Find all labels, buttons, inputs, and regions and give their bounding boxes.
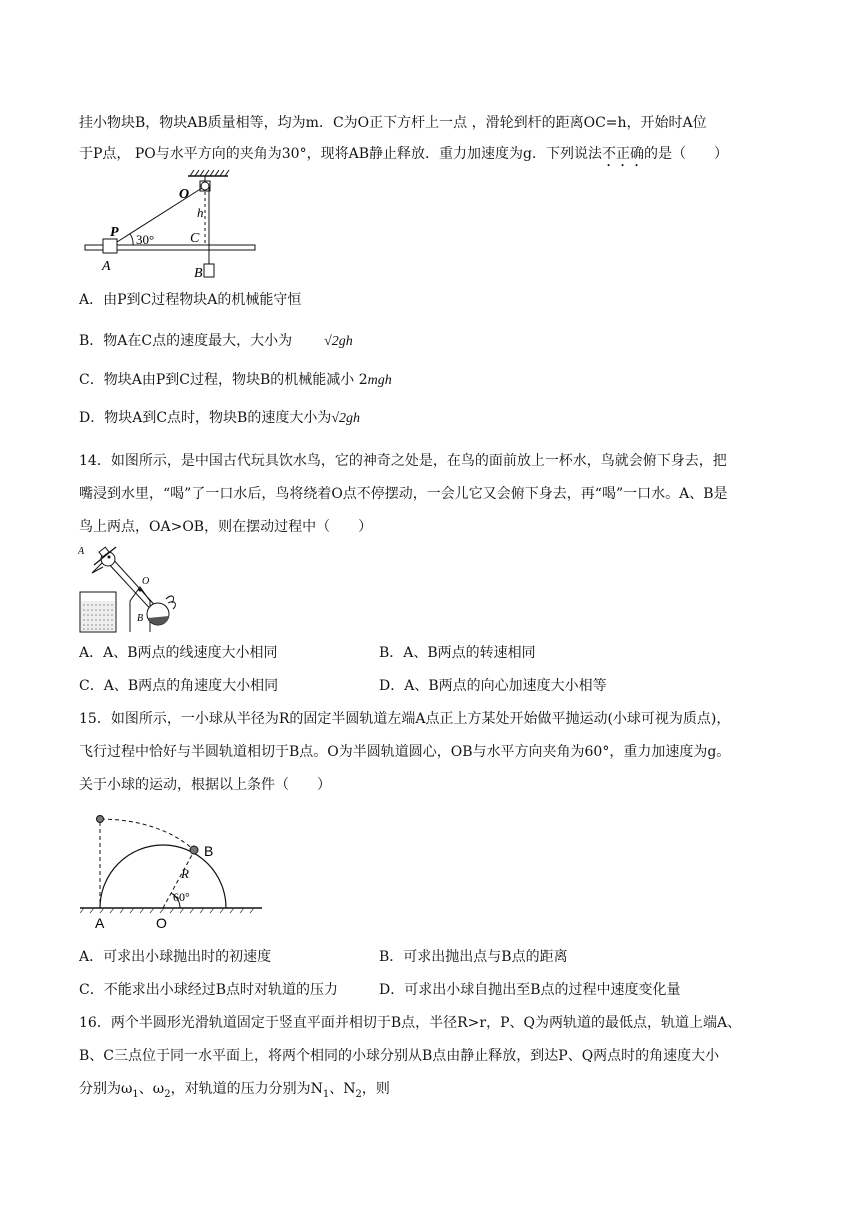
q14-stem-line-3: 鸟上两点，OA>OB，则在摆动过程中（ ）: [79, 519, 373, 535]
q14-stem-line-1: 14．如图所示，是中国古代玩具饮水鸟，它的神奇之处是，在鸟的面前放上一杯水，鸟就会俯下身去，把: [79, 453, 727, 469]
q13-option-b[interactable]: B．物A在C点的速度最大，大小为 √2gh: [79, 333, 353, 349]
q15-figure: [80, 810, 262, 936]
q15-option-a[interactable]: A．可求出小球抛出时的初速度: [79, 949, 272, 965]
q15-option-d[interactable]: D．可求出小球自抛出至B点的过程中速度变化量: [379, 982, 681, 998]
q13-option-c[interactable]: C．物块A由P到C过程，物块B的机械能减小 2mgh: [79, 372, 392, 388]
q13-option-a[interactable]: A．由P到C过程物块A的机械能守恒: [79, 292, 302, 308]
sqrt-expression: √2gh: [331, 411, 361, 426]
label-h: h: [197, 205, 204, 220]
q13-figure: [80, 168, 260, 280]
label-A: A: [102, 259, 111, 274]
emphasis-dots: 不正确: [601, 146, 644, 162]
label-B: B: [137, 613, 144, 624]
q13-stem-line-2: 于P点， PO与水平方向的夹角为30°，现将AB静止释放．重力加速度为g．下列说法不正确的是（ ）: [79, 146, 728, 162]
q16-stem-line-1: 16．两个半圆形光滑轨道固定于竖直平面并相切于B点，半径R>r，P、Q为两轨道的最低点，轨道上端A、: [79, 1015, 742, 1031]
sqrt-expression: √2gh: [324, 334, 353, 349]
label-O: O: [179, 187, 190, 202]
q15-option-b[interactable]: B．可求出抛出点与B点的距离: [379, 949, 568, 965]
q15-stem-line-2: 飞行过程中恰好与半圆轨道相切于B点。O为半圆轨道圆心，OB与水平方向夹角为60°，重力加速度为g。: [79, 744, 731, 760]
q13-option-d[interactable]: D．物块A到C点时，物块B的速度大小为√2gh: [79, 410, 361, 426]
label-P: P: [110, 225, 119, 240]
label-O: O: [156, 915, 167, 931]
label-A: A: [95, 915, 105, 931]
q14-option-a[interactable]: A．A、B两点的线速度大小相同: [79, 645, 278, 661]
label-C: C: [190, 231, 200, 246]
label-R: R: [181, 866, 189, 881]
label-B: B: [194, 266, 203, 280]
q14-option-c[interactable]: C．A、B两点的角速度大小相同: [79, 678, 279, 694]
q16-stem-line-2: B、C三点位于同一水平面上，将两个相同的小球分别从B点由静止释放，到达P、Q两点时的角速度大小: [79, 1048, 720, 1064]
q15-stem-line-3: 关于小球的运动，根据以上条件（ ）: [79, 777, 331, 793]
label-angle: 30°: [136, 232, 155, 247]
label-O: O: [142, 576, 150, 587]
label-A: A: [78, 546, 85, 557]
label-angle: 60°: [173, 890, 190, 904]
q13-stem-line-1: 挂小物块B，物块AB质量相等，均为m．C为O正下方杆上一点 ，滑轮到杆的距离OC=h，开始时A位: [79, 115, 707, 131]
q14-option-d[interactable]: D．A、B两点的向心加速度大小相等: [379, 678, 607, 694]
q14-figure: [78, 543, 182, 635]
q15-option-c[interactable]: C．不能求出小球经过B点时对轨道的压力: [79, 982, 338, 998]
label-B: B: [204, 843, 214, 859]
q14-option-b[interactable]: B．A、B两点的转速相同: [379, 645, 536, 661]
q15-stem-line-1: 15．如图所示，一小球从半径为R的固定半圆轨道左端A点正上方某处开始做平抛运动(小球可视为质点)，: [79, 711, 731, 727]
q14-stem-line-2: 嘴浸到水里，“喝”了一口水后，鸟将绕着O点不停摆动，一会儿它又会俯下身去，再“喝”一口水。A、B是: [79, 486, 728, 502]
q16-stem-line-3: 分别为$\omega_1$、$\omega_2$，对轨道的压力分别为$N_1$、$N_2$，则: [79, 1081, 390, 1100]
